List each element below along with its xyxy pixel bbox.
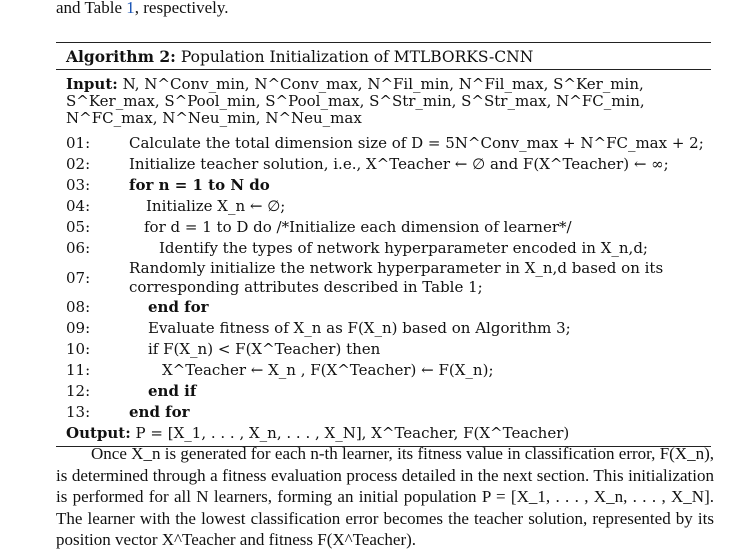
step-03: 03: for n = 1 to N do xyxy=(66,176,270,194)
algorithm-input xyxy=(66,72,711,133)
algorithm-name: Population Initialization of MTLBORKS-CNN xyxy=(180,48,534,66)
step-02: 02: Initialize teacher solution, i.e., X^Teacher ← ∅ and F(X^Teacher) ← ∞; xyxy=(66,155,669,173)
step-07: 07: Randomly initialize the network hyperparameter in X_n,d based on its corresponding attributes described in Table 1; xyxy=(66,259,664,296)
algorithm-output xyxy=(66,423,711,444)
step-10: 10: if F(X_n) < F(X^Teacher) then xyxy=(66,340,381,358)
step-12: 12: end if xyxy=(66,382,197,400)
step-11: 11: X^Teacher ← X_n , F(X^Teacher) ← F(X_n); xyxy=(66,361,494,379)
input-text: N, N^Conv_min, N^Conv_max, N^Fil_min, N^Fil_max, S^Ker_min, S^Ker_max, S^Pool_min, S^Pool_max, S^Str_min, S^Str_max, N^FC_min, N^FC_max, N^Neu_min, N^Neu_max xyxy=(66,75,645,127)
table-reference-link[interactable]: 1 xyxy=(126,0,135,17)
algorithm-label: Algorithm 2: xyxy=(66,47,176,66)
preceding-text-line: and Table 1, respectively. xyxy=(56,0,229,17)
step-06: 06: Identify the types of network hyperparameter encoded in X_n,d; xyxy=(66,239,648,257)
algorithm-box xyxy=(56,42,711,447)
step-13: 13: end for xyxy=(66,403,190,421)
step-08: 08: end for xyxy=(66,298,209,316)
output-text: P = [X_1, . . . , X_n, . . . , X_N], X^Teacher, F(X^Teacher) xyxy=(135,424,570,442)
step-01: 01: Calculate the total dimension size of D = 5N^Conv_max + N^FC_max + 2; xyxy=(66,134,704,152)
input-label: Input: xyxy=(66,75,118,93)
step-09: 09: Evaluate fitness of X_n as F(X_n) based on Algorithm 3; xyxy=(66,319,571,337)
step-05: 05: for d = 1 to D do /*Initialize each dimension of learner*/ xyxy=(66,218,572,236)
output-label: Output: xyxy=(66,424,131,442)
step-04: 04: Initialize X_n ← ∅; xyxy=(66,197,286,215)
body-paragraph: Once X_n is generated for each n-th learner, its fitness value in classification error, F(X_n), is determined through a fitness evaluation process detailed in the next section. This initialization is performed for all N learners, forming an initial population P = [X_1, . . . , X_n, . . . , X_N]. The learner with the lowest classification error becomes the teacher solution, represented by its position vector X^Teacher and fitness F(X^Teacher). xyxy=(56,444,714,549)
algorithm-title xyxy=(56,43,711,69)
algorithm-body xyxy=(56,70,711,444)
